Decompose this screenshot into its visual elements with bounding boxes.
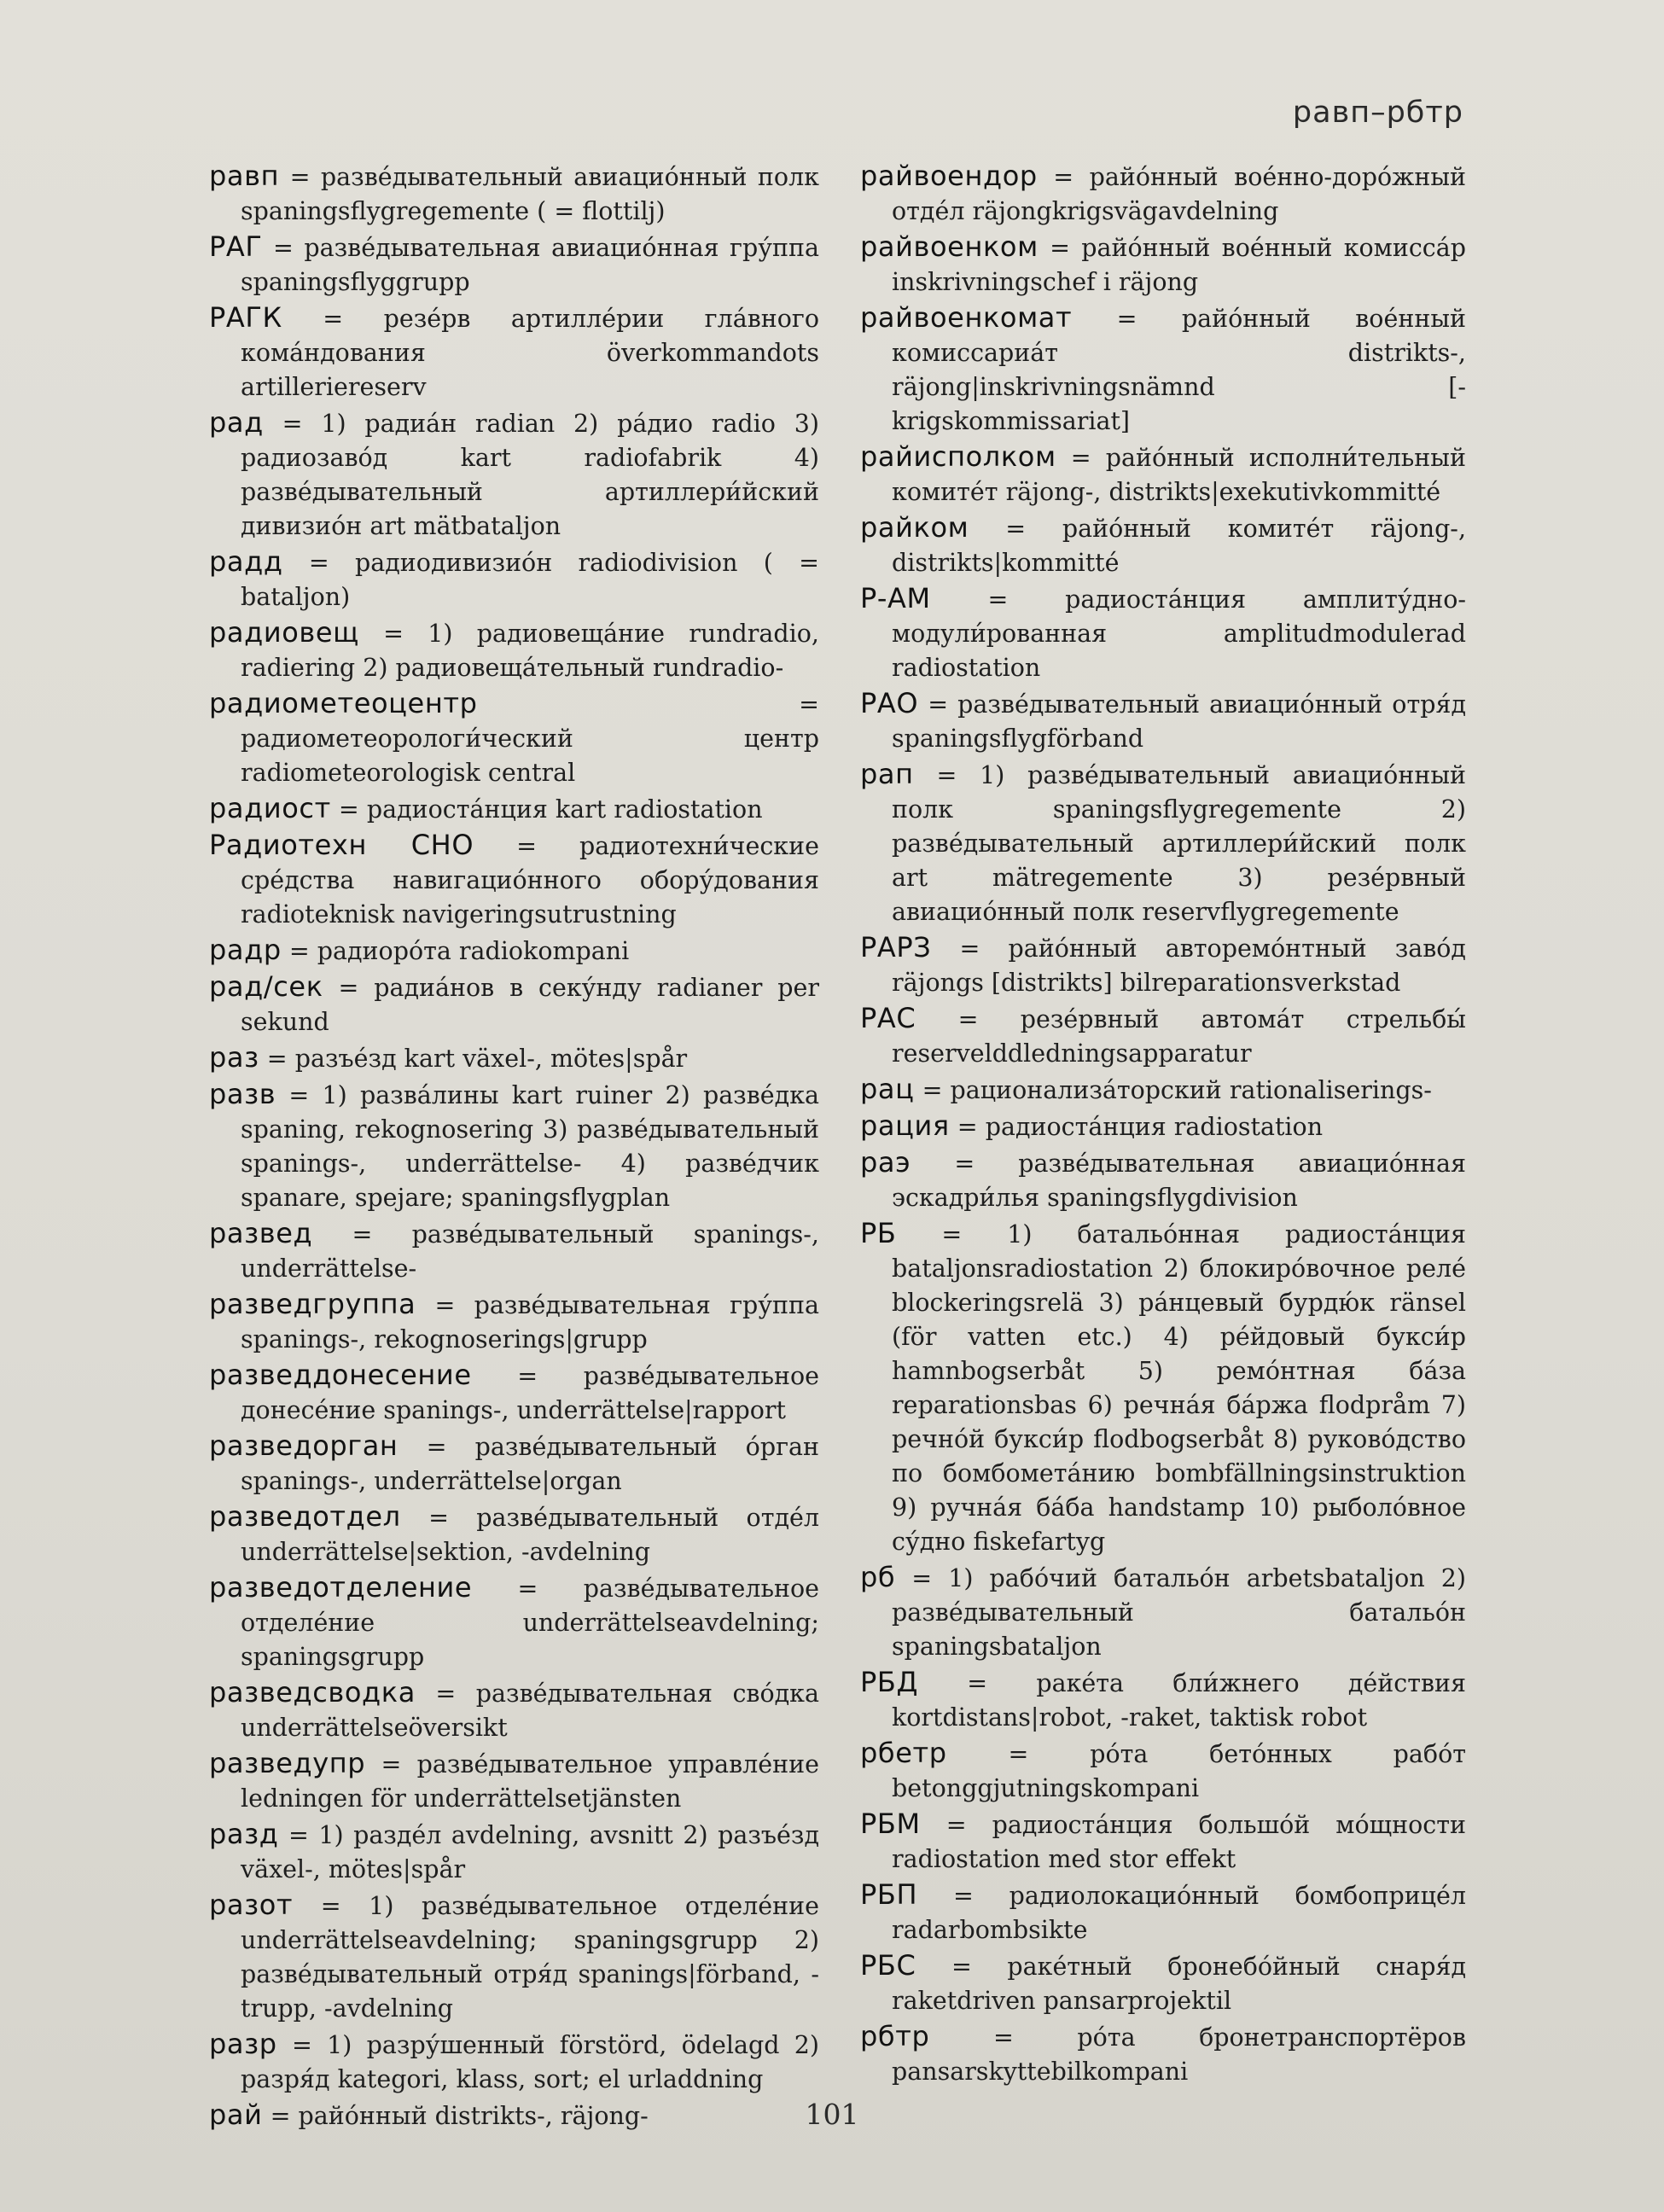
left-column	[209, 159, 819, 2134]
entry-headword: разведупр	[209, 1747, 366, 1779]
entry-headword: равп	[209, 160, 280, 192]
dictionary-entry	[209, 1040, 819, 1076]
entry-definition: = райо́нный вое́нный комиссариа́т distrikts-, räjong|inskrivningsnämnd [-krigskommissariat]	[892, 305, 1466, 435]
dictionary-entry	[860, 757, 1466, 929]
dictionary-entry	[860, 686, 1466, 756]
entry-headword: райвоендор	[860, 160, 1038, 192]
entry-definition: = радиодивизио́н radiodivision ( = bataljon)	[241, 549, 819, 611]
dictionary-entry	[209, 300, 819, 405]
dictionary-entry	[209, 615, 819, 685]
entry-definition: = радиометеорологи́ческий центр radiometeorologisk central	[241, 690, 819, 787]
entry-definition: = разве́дывательная авиацио́нная гру́ппа spaningsflyggrupp	[241, 234, 819, 296]
dictionary-entry	[209, 1358, 819, 1428]
dictionary-entry	[209, 1817, 819, 1887]
entry-definition: = разве́дывательный авиацио́нный полк spaningsflygregemente ( = flottilj)	[241, 163, 819, 225]
entry-headword: радр	[209, 934, 282, 966]
entry-definition: = райо́нный исполни́тельный комите́т räjong-, distrikts|exekutivkommitté	[892, 444, 1466, 506]
entry-definition: = радиоста́нция большо́й мо́щности radiostation med stor effekt	[892, 1811, 1466, 1873]
entry-headword: РАГ	[209, 230, 263, 263]
entry-definition: = радиоро́та radiokompani	[281, 937, 630, 965]
dictionary-entry	[209, 1570, 819, 1674]
entry-headword: разот	[209, 1889, 294, 1921]
entry-definition: = 1) радиа́н radian 2) ра́дио radio 3) радиозаво́д kart radiofabrik 4) разве́дывательный артиллери́йский дивизио́н art mätbataljon	[241, 410, 819, 540]
entry-definition: = радиоста́нция kart radiostation	[330, 795, 763, 824]
dictionary-entry	[209, 828, 819, 932]
entry-definition: = 1) разве́дывательное отделе́ние underrättelseavdelning; spaningsgrupp 2) разве́дывательный отря́д spanings|förband, -trupp, -avdelning	[241, 1892, 819, 2023]
entry-definition: = разве́дывательная гру́ппа spanings-, rekognoserings|grupp	[241, 1291, 819, 1353]
entry-headword: разд	[209, 1818, 279, 1850]
entry-headword: райисполком	[860, 440, 1056, 473]
entry-definition: = 1) рабо́чий батальо́н arbetsbataljon 2) разве́дывательный батальо́н spaningsbataljon	[892, 1564, 1466, 1661]
entry-headword: РАГК	[209, 301, 282, 334]
dictionary-entry	[860, 1877, 1466, 1947]
entry-headword: Радиотехн СНО	[209, 829, 474, 861]
entry-headword: разведдонесение	[209, 1359, 472, 1391]
entry-headword: раз	[209, 1041, 259, 1074]
entry-definition: = разве́дывательный отде́л underrättelse|sektion, -avdelning	[241, 1504, 819, 1566]
entry-definition: = радиотехни́ческие сре́дства навигацио́нного обору́дования radioteknisk navigeringsutrustning	[241, 832, 819, 928]
entry-definition: = разве́дывательный авиацио́нный отря́д spaningsflygförband	[892, 690, 1466, 753]
entry-headword: радиометеоцентр	[209, 687, 478, 719]
entry-definition: = разъе́зд kart växel-, mötes|spår	[259, 1045, 688, 1073]
entry-definition: = радиолокацио́нный бомбоприце́л radarbombsikte	[892, 1882, 1466, 1944]
dictionary-entry	[209, 1675, 819, 1745]
entry-headword: РАРЗ	[860, 931, 932, 963]
entry-definition: = 1) разде́л avdelning, avsnitt 2) разъе́зд växel-, mötes|spår	[241, 1821, 819, 1883]
dictionary-entry	[209, 1287, 819, 1357]
entry-definition: = разве́дывательный spanings-, underrättelse-	[241, 1220, 819, 1283]
dictionary-entry	[209, 1499, 819, 1569]
entry-headword: разр	[209, 2028, 277, 2060]
entry-headword: рад	[209, 406, 264, 439]
entry-definition: = 1) радиовеща́ние rundradio, radiering 2) радиовеща́тельный rundradio-	[241, 620, 819, 682]
entry-headword: рация	[860, 1109, 950, 1142]
entry-headword: раэ	[860, 1146, 911, 1179]
entry-definition: = разве́дывательный о́рган spanings-, underrättelse|organ	[241, 1433, 819, 1495]
entry-headword: рбтр	[860, 2020, 930, 2052]
entry-headword: рай	[209, 2098, 263, 2131]
entry-headword: рац	[860, 1073, 915, 1105]
dictionary-entry	[209, 791, 819, 827]
entry-definition: = резе́рвный автома́т стрельбы́ reservelddledningsapparatur	[892, 1005, 1466, 1068]
entry-definition: = ро́та бето́нных рабо́т betonggjutningskompani	[892, 1740, 1466, 1802]
entry-definition: = радиа́нов в секу́нду radianer per sekund	[241, 974, 819, 1036]
entry-headword: разв	[209, 1078, 276, 1110]
entry-headword: Р-АМ	[860, 582, 931, 614]
entry-headword: разведорган	[209, 1429, 399, 1462]
entry-definition: = ро́та бронетранспортёров pansarskyttebilkompani	[892, 2023, 1466, 2086]
running-head: равп–рбтр	[1292, 96, 1463, 130]
dictionary-entry	[209, 1216, 819, 1286]
dictionary-entry	[209, 2027, 819, 2097]
dictionary-entry	[860, 1948, 1466, 2018]
right-column	[860, 159, 1466, 2090]
entry-definition: = раке́та бли́жнего де́йствия kortdistans|robot, -raket, taktisk robot	[892, 1669, 1466, 1732]
entry-headword: райвоенкомат	[860, 301, 1073, 334]
entry-definition: = разве́дывательное донесе́ние spanings-, underrättelse|rapport	[241, 1362, 819, 1424]
dictionary-entry	[209, 1888, 819, 2026]
entry-definition: = разве́дывательное отделе́ние underrättelseavdelning; spaningsgrupp	[241, 1575, 819, 1671]
entry-definition: = 1) разва́лины kart ruiner 2) разве́дка spaning, rekognosering 3) разве́дывательный spanings-, underrättelse- 4) разве́дчик spanare, spejare; spaningsflygplan	[241, 1081, 819, 1212]
dictionary-entry	[209, 1429, 819, 1499]
entry-definition: = райо́нный вое́нно-доро́жный отде́л räjongkrigsvägavdelning	[892, 163, 1466, 225]
entry-definition: = разве́дывательная сво́дка underrättelseöversikt	[241, 1679, 819, 1742]
dictionary-entry	[860, 1001, 1466, 1071]
entry-definition: = разве́дывательная авиацио́нная эскадри́лья spaningsflygdivision	[892, 1150, 1466, 1212]
dictionary-entry	[209, 969, 819, 1039]
entry-headword: РАО	[860, 687, 919, 719]
entry-headword: рад/сек	[209, 970, 323, 1003]
dictionary-entry	[860, 1807, 1466, 1877]
entry-definition: = радиоста́нция radiostation	[949, 1113, 1324, 1141]
entry-headword: РБД	[860, 1666, 919, 1698]
dictionary-entry	[860, 439, 1466, 509]
dictionary-entry	[860, 1145, 1466, 1215]
dictionary-entry	[860, 1109, 1466, 1144]
entry-headword: разведотдел	[209, 1500, 401, 1533]
dictionary-entry	[860, 930, 1466, 1000]
dictionary-entry	[209, 544, 819, 614]
dictionary-entry	[860, 1736, 1466, 1806]
entry-headword: развед	[209, 1217, 313, 1249]
dictionary-entry	[860, 1216, 1466, 1559]
dictionary-entry	[860, 581, 1466, 685]
dictionary-entry	[209, 933, 819, 969]
dictionary-entry	[860, 1072, 1466, 1108]
entry-definition: = радиоста́нция амплиту́дно-модули́рованная amplitudmodulerad radiostation	[892, 585, 1466, 682]
entry-definition: = 1) батальо́нная радиоста́нция bataljonsradiostation 2) блокиро́вочное реле́ blockeringsrelä 3) ра́нцевый бурдю́к ränsel (för vatten etc.) 4) ре́йдовый букси́р hamnbogserbåt 5) ремо́нтная ба́за reparationsbas 6) речна́я ба́ржа flodpråm 7) речно́й букси́р flodbogserbåt 8) руково́дство по бомбомета́нию bombfällningsinstruktion 9) ручна́я ба́ба handstamp 10) рыболо́вное су́дно fiskefartyg	[892, 1220, 1466, 1556]
dictionary-entry	[209, 1746, 819, 1816]
entry-definition: = райо́нный авторемо́нтный заво́д räjongs [distrikts] bilreparationsverkstad	[892, 934, 1466, 997]
dictionary-entry	[209, 686, 819, 790]
dictionary-entry	[860, 510, 1466, 580]
dictionary-entry	[209, 159, 819, 229]
entry-definition: = резе́рв артилле́рии гла́вного кома́ндования överkommandots artilleriereserv	[241, 305, 819, 401]
entry-definition: = 1) разве́дывательный авиацио́нный полк spaningsflygregemente 2) разве́дывательный артиллери́йский полк art mätregemente 3) резе́рвный авиацио́нный полк reservflygregemente	[892, 761, 1466, 926]
entry-definition: = райо́нный вое́нный комисса́р inskrivningschef i räjong	[892, 234, 1466, 296]
entry-headword: РАС	[860, 1002, 916, 1034]
dictionary-entry	[860, 230, 1466, 300]
dictionary-entry	[860, 300, 1466, 439]
entry-headword: райком	[860, 511, 969, 544]
entry-headword: РБС	[860, 1949, 916, 1982]
dictionary-entry	[860, 159, 1466, 229]
entry-definition: = райо́нный distrikts-, räjong-	[262, 2102, 649, 2130]
dictionary-entry	[860, 2019, 1466, 2089]
entry-headword: разведсводка	[209, 1676, 416, 1708]
dictionary-entry	[860, 1665, 1466, 1735]
entry-headword: рап	[860, 758, 914, 790]
entry-definition: = раке́тный бронебо́йный снаря́д raketdriven pansarprojektil	[892, 1953, 1466, 2015]
dictionary-entry	[860, 1560, 1466, 1664]
dictionary-entry	[209, 230, 819, 300]
entry-definition: = разве́дывательное управле́ние ledningen för underrättelsetjänsten	[241, 1750, 819, 1813]
dictionary-entry	[209, 1077, 819, 1215]
entry-headword: разведотделение	[209, 1571, 473, 1604]
entry-headword: рб	[860, 1561, 896, 1593]
dictionary-entry	[209, 405, 819, 544]
entry-headword: РБП	[860, 1878, 918, 1911]
entry-definition: = райо́нный комите́т räjong-, distrikts|kommitté	[892, 515, 1466, 577]
entry-definition: = 1) разру́шенный förstörd, ödelagd 2) разря́д kategori, klass, sort; el urladdning	[241, 2031, 819, 2093]
entry-definition: = рационализа́торский rationaliserings-	[914, 1076, 1432, 1104]
entry-headword: разведгруппа	[209, 1288, 416, 1320]
entry-headword: райвоенком	[860, 230, 1039, 263]
entry-headword: рбетр	[860, 1737, 947, 1769]
entry-headword: радд	[209, 545, 283, 578]
entry-headword: РБ	[860, 1217, 897, 1249]
entry-headword: РБМ	[860, 1807, 921, 1840]
entry-headword: радиост	[209, 792, 331, 824]
entry-headword: радиовещ	[209, 616, 359, 649]
page-number: 101	[805, 2098, 859, 2131]
